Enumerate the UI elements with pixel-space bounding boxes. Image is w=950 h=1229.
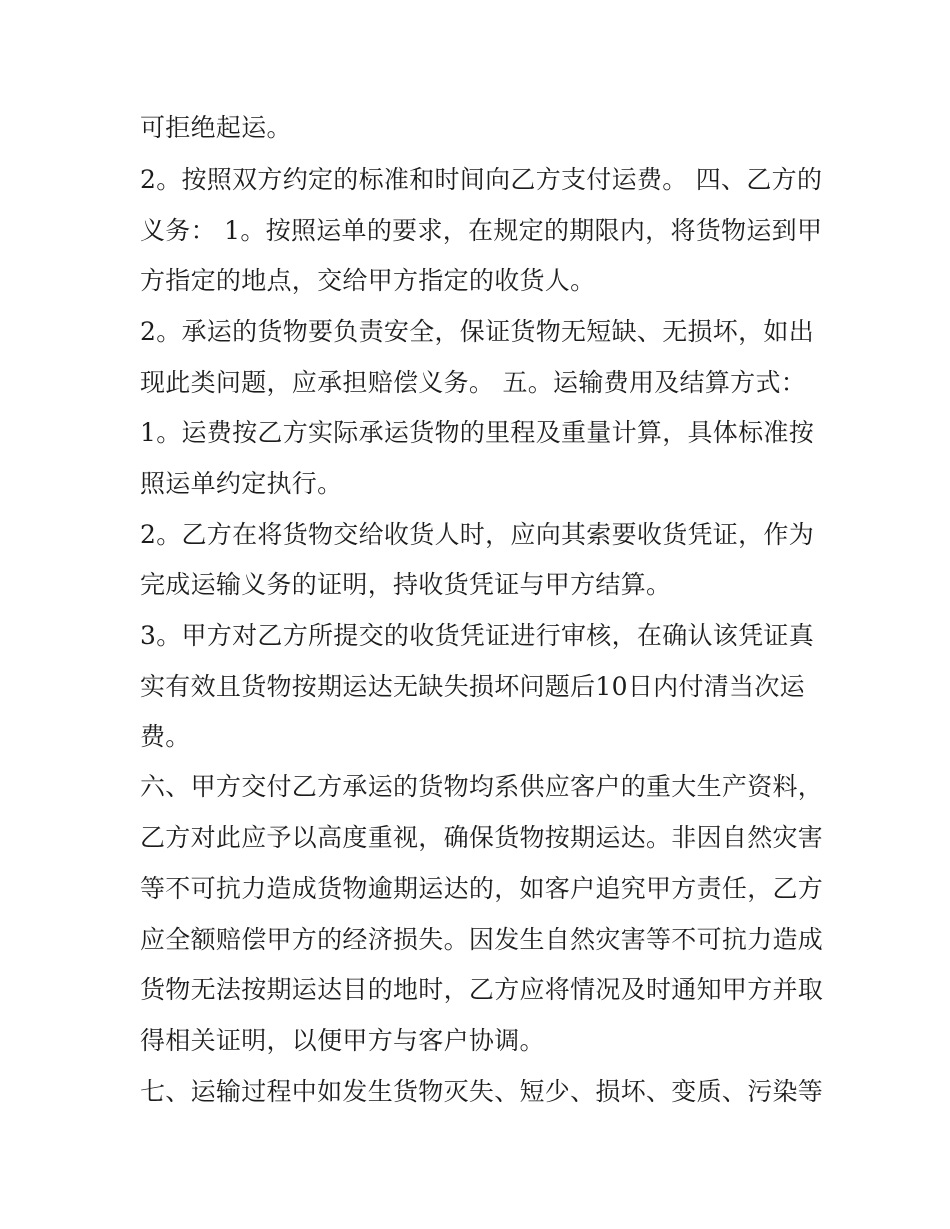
text-line: 七、运输过程中如发生货物灭失、短少、损坏、变质、污染等 (140, 1077, 824, 1106)
text-line: 方指定的地点，交给甲方指定的收货人。 (140, 266, 596, 295)
text-line: 1。运费按乙方实际承运货物的里程及重量计算，具体标准按 (140, 418, 815, 447)
text-line: 乙方对此应予以高度重视，确保货物按期运达。非因自然灾害 (140, 823, 824, 852)
text-line: 等不可抗力造成货物逾期运达的，如客户追究甲方责任，乙方 (140, 874, 824, 903)
text-line: 2。按照双方约定的标准和时间向乙方支付运费。 四、乙方的 (140, 165, 823, 194)
text-line: 六、甲方交付乙方承运的货物均系供应客户的重大生产资料， (140, 772, 824, 801)
text-line: 得相关证明，以便甲方与客户协调。 (140, 1026, 545, 1055)
text-line: 实有效且货物按期运达无缺失损坏问题后10日内付清当次运 (140, 672, 805, 701)
text-line: 2。承运的货物要负责安全，保证货物无短缺、无损坏，如出 (140, 317, 815, 346)
text-line: 应全额赔偿甲方的经济损失。因发生自然灾害等不可抗力造成 (140, 925, 824, 954)
text-line: 费。 (140, 722, 191, 751)
text-line: 现此类问题，应承担赔偿义务。 五。运输费用及结算方式： (140, 368, 807, 397)
text-line: 货物无法按期运达目的地时，乙方应将情况及时通知甲方并取 (140, 975, 824, 1004)
text-line: 3。甲方对乙方所提交的收货凭证进行审核，在确认该凭证真 (140, 621, 815, 650)
text-line: 2。乙方在将货物交给收货人时，应向其索要收货凭证，作为 (140, 520, 815, 549)
text-line: 照运单约定执行。 (140, 469, 343, 498)
text-line: 完成运输义务的证明，持收货凭证与甲方结算。 (140, 570, 672, 599)
text-line: 可拒绝起运。 (140, 113, 292, 142)
text-line: 义务： 1。按照运单的要求，在规定的期限内，将货物运到甲 (140, 216, 823, 245)
